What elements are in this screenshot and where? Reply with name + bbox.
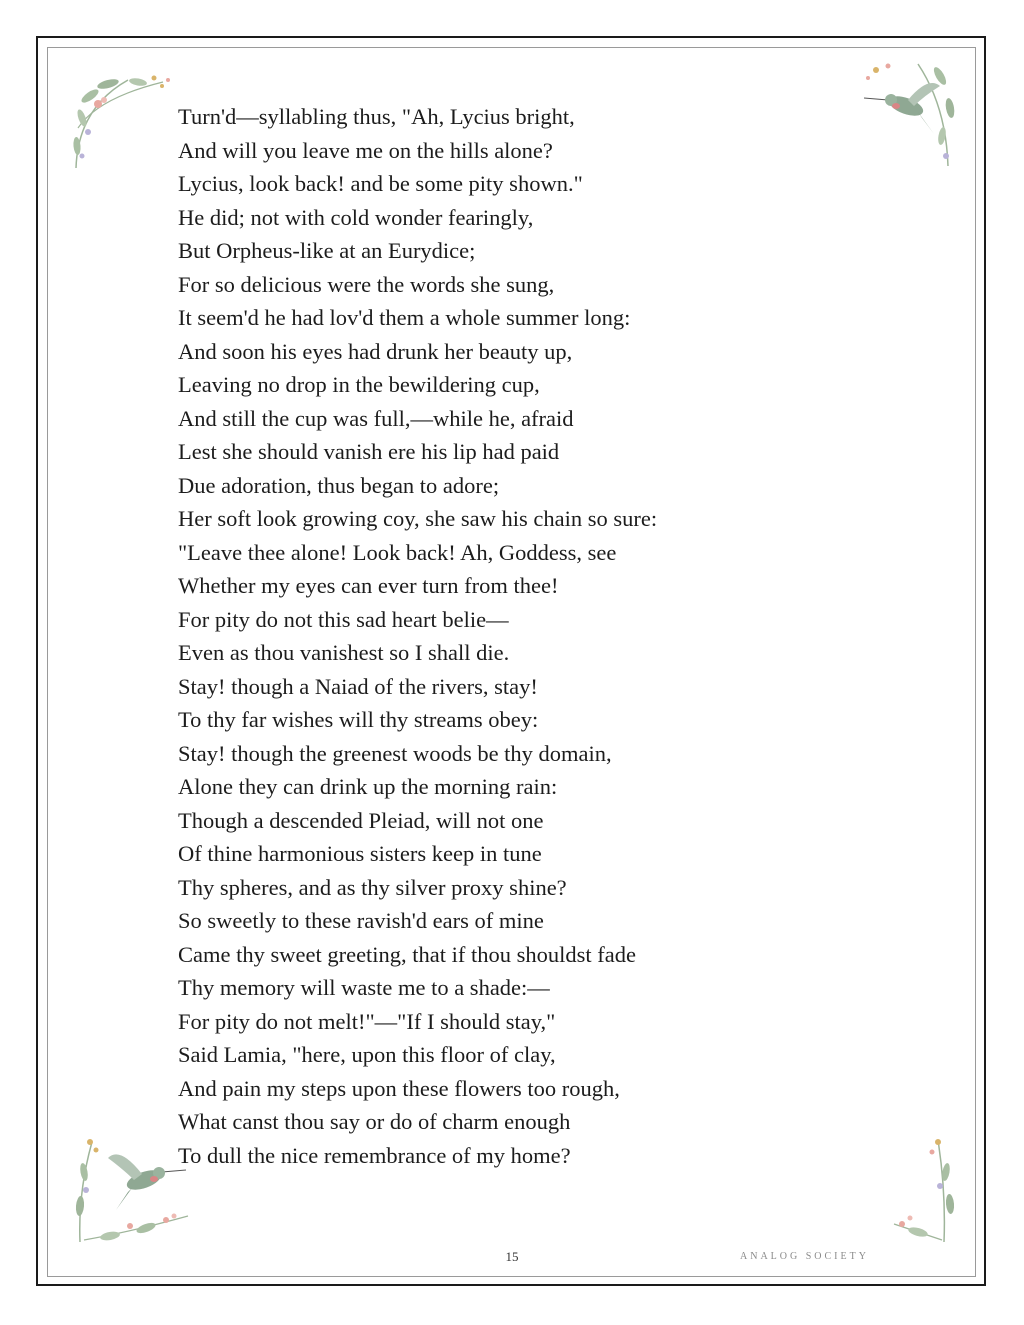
poem-line: Leaving no drop in the bewildering cup, [178, 372, 540, 397]
poem-line: It seem'd he had lov'd them a whole summer long: [178, 305, 631, 330]
poem-line: Stay! though the greenest woods be thy domain, [178, 740, 612, 766]
poem-line: Thy spheres, and as thy silver proxy shine? [178, 874, 567, 900]
poem-line: Her soft look growing coy, she saw his chain so sure: [178, 506, 658, 531]
floral-corner-icon [888, 1132, 960, 1247]
poem-text [178, 100, 878, 1172]
poem-line: And soon his eyes had drunk her beauty up, [178, 338, 573, 364]
poem-line: For pity do not melt!"—"If I should stay," [178, 1008, 556, 1034]
poem-line: Though a descended Pleiad, will not one [178, 807, 544, 833]
poem-line: Due adoration, thus began to adore; [178, 472, 500, 498]
poem-line: For pity do not this sad heart belie— [178, 606, 509, 632]
poem-line: Thy memory will waste me to a shade:— [178, 975, 550, 1000]
poem-line: Said Lamia, "here, upon this floor of clay, [178, 1042, 556, 1067]
poem-line: Came thy sweet greeting, that if thou shouldst fade [178, 941, 637, 967]
poem-line: To dull the nice remembrance of my home? [178, 1142, 571, 1168]
poem-line: What canst thou say or do of charm enough [178, 1109, 571, 1134]
poem-line: And still the cup was full,—while he, afraid [178, 405, 574, 431]
poem-line: But Orpheus-like at an Eurydice; [178, 238, 476, 263]
poem-line: Even as thou vanishest so I shall die. [178, 640, 510, 665]
poem-line: And pain my steps upon these flowers too rough, [178, 1075, 620, 1101]
poem-line: Whether my eyes can ever turn from thee! [178, 573, 559, 598]
poem-line: Of thine harmonious sisters keep in tune [178, 841, 542, 866]
publisher-brand: ANALOG SOCIETY [740, 1251, 869, 1262]
hummingbird-floral-icon [70, 1132, 195, 1247]
poem-line: So sweetly to these ravish'd ears of mine [178, 908, 544, 933]
poem-line: He did; not with cold wonder fearingly, [178, 204, 534, 230]
poem-line: Lest she should vanish ere his lip had paid [178, 439, 560, 464]
poem-line: Stay! though a Naiad of the rivers, stay! [178, 673, 538, 699]
poem-line: Turn'd—syllabling thus, "Ah, Lycius bright, [178, 104, 575, 129]
poem-line: "Leave thee alone! Look back! Ah, Goddess, see [178, 539, 617, 565]
poem-line: Alone they can drink up the morning rain: [178, 774, 558, 799]
floral-corner-icon [68, 68, 178, 178]
poem-line: Lycius, look back! and be some pity shown." [178, 171, 583, 196]
poem-line: To thy far wishes will thy streams obey: [178, 707, 539, 732]
poem-line: And will you leave me on the hills alone? [178, 137, 553, 163]
page-number: 15 [505, 1249, 519, 1264]
poem-line: For so delicious were the words she sung, [178, 271, 555, 297]
